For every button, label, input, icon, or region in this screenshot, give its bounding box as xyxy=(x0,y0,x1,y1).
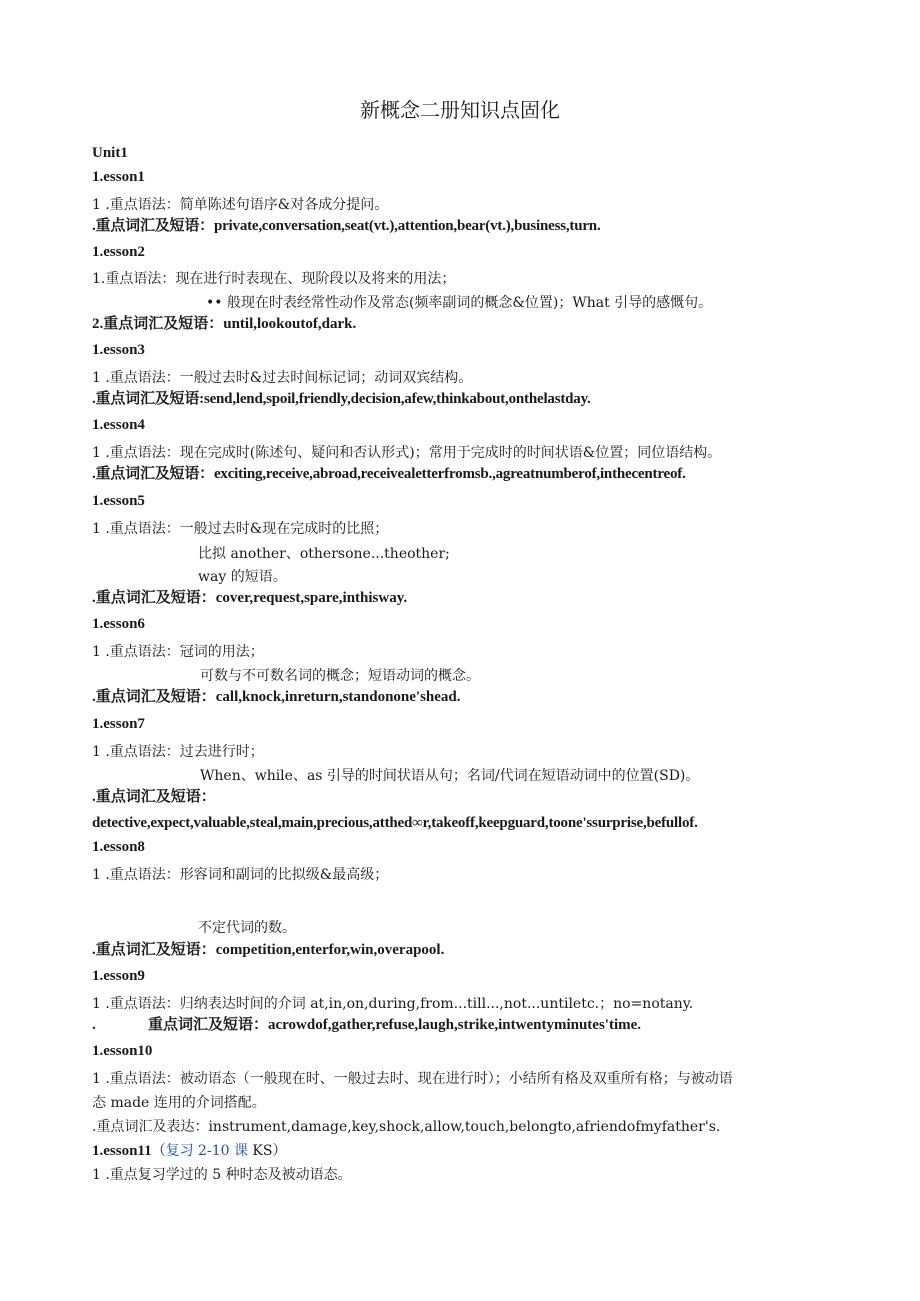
lesson2-grammar: 1.重点语法：现在进行时表现在、现阶段以及将来的用法； xyxy=(92,271,456,287)
page-title: 新概念二册知识点固化 xyxy=(360,98,560,122)
lesson9-grammar: 1 .重点语法：归纳表达时间的介词 at,in,on,during,from...till...,not...untiletc.；no=notany. xyxy=(92,996,694,1012)
lesson5-grammar-3: way 的短语。 xyxy=(198,569,287,585)
lesson7-vocab-label: .重点词汇及短语： xyxy=(92,789,216,805)
lesson8-vocab: .重点词汇及短语：competition,enterfor,win,overapool. xyxy=(92,942,445,958)
lesson2-grammar-2: •• 般现在时表经常性动作及常态(频率副词的概念&位置)；What 引导的感慨句。 xyxy=(206,295,713,311)
lesson7-vocab: detective,expect,valuable,steal,main,precious,atthed∞r,takeoff,keepguard,toone'ssurprise,befullof. xyxy=(92,815,698,831)
lesson11-note-open: （ xyxy=(151,1143,166,1159)
lesson1-grammar: 1 .重点语法：简单陈述句语序&对各成分提问。 xyxy=(92,197,389,213)
lesson10-vocab: .重点词汇及表达：instrument,damage,key,shock,allow,touch,belongto,afriendofmyfather's. xyxy=(92,1119,721,1135)
lesson7-grammar-2: When、while、as 引导的时间状语从句；名词/代词在短语动词中的位置(SD)。 xyxy=(200,768,700,784)
lesson10-grammar: 1 .重点语法：被动语态（一般现在时、一般过去时、现在进行时）；小结所有格及双重所有格；与被动语 xyxy=(92,1071,733,1087)
lesson7-grammar: 1 .重点语法：过去进行时； xyxy=(92,744,264,760)
lesson8-grammar-2: 不定代词的数。 xyxy=(198,920,296,936)
unit-heading: Unit1 xyxy=(92,145,128,161)
lesson1-vocab: .重点词汇及短语：private,conversation,seat(vt.),attention,bear(vt.),business,turn. xyxy=(92,218,601,234)
lesson6-vocab: .重点词汇及短语：call,knock,inreturn,standonone'shead. xyxy=(92,689,461,705)
lesson9-vocab: 重点词汇及短语：acrowdof,gather,refuse,laugh,strike,intwentyminutes'time. xyxy=(148,1017,642,1033)
lesson5-heading: 1.esson5 xyxy=(92,493,145,509)
lesson10-grammar-2: 态 made 连用的介词搭配。 xyxy=(92,1095,266,1111)
lesson1-heading: 1.esson1 xyxy=(92,169,145,185)
lesson7-heading: 1.esson7 xyxy=(92,716,145,732)
lesson4-heading: 1.esson4 xyxy=(92,417,145,433)
lesson2-vocab: 2.重点词汇及短语：until,lookoutof,dark. xyxy=(92,316,357,332)
lesson11-grammar: 1 .重点复习学过的 5 种时态及被动语态。 xyxy=(92,1167,352,1183)
lesson3-heading: 1.esson3 xyxy=(92,342,145,358)
lesson6-grammar: 1 .重点语法：冠词的用法； xyxy=(92,644,264,660)
lesson6-grammar-2: 可数与不可数名词的概念；短语动词的概念。 xyxy=(200,668,480,684)
lesson4-vocab: .重点词汇及短语：exciting,receive,abroad,receivealetterfromsb.,agreatnumberof,inthecentreof. xyxy=(92,466,686,482)
lesson9-vocab-bullet: . xyxy=(92,1017,96,1033)
lesson5-grammar-2: 比拟 another、othersone...theother; xyxy=(198,546,450,562)
lesson3-vocab: .重点词汇及短语:send,lend,spoil,friendly,decision,afew,thinkabout,onthelastday. xyxy=(92,391,591,407)
lesson2-heading: 1.esson2 xyxy=(92,244,145,260)
lesson11-heading: 1.esson11 xyxy=(92,1143,152,1159)
lesson11-note-ks: KS） xyxy=(247,1143,287,1159)
lesson6-heading: 1.esson6 xyxy=(92,616,145,632)
lesson8-heading: 1.esson8 xyxy=(92,839,145,855)
lesson11-heading-row xyxy=(92,1142,286,1160)
lesson5-vocab: .重点词汇及短语：cover,request,spare,inthisway. xyxy=(92,590,408,606)
lesson11-note: 复习 2-10 课 xyxy=(165,1143,248,1159)
lesson5-grammar: 1 .重点语法：一般过去时&现在完成时的比照； xyxy=(92,521,389,537)
lesson3-grammar: 1 .重点语法：一般过去时&过去时间标记词；动词双宾结构。 xyxy=(92,370,473,386)
lesson9-heading: 1.esson9 xyxy=(92,968,145,984)
lesson8-grammar: 1 .重点语法：形容词和副词的比拟级&最高级； xyxy=(92,867,389,883)
lesson4-grammar: 1 .重点语法：现在完成时(陈述句、疑问和否认形式)；常用于完成时的时间状语&位置；同位语结构。 xyxy=(92,445,722,461)
lesson10-heading: 1.esson10 xyxy=(92,1043,153,1059)
